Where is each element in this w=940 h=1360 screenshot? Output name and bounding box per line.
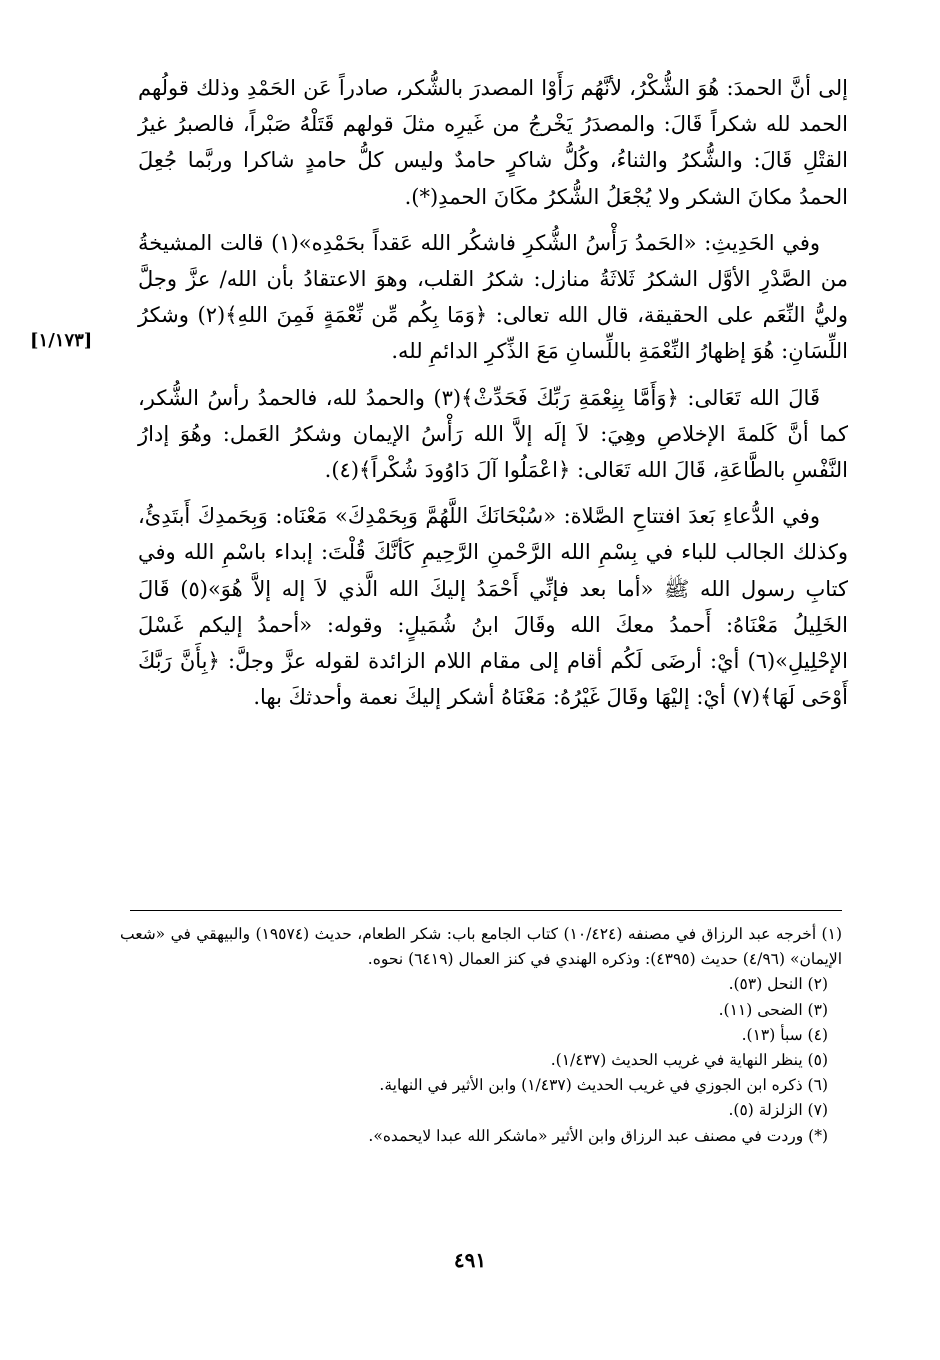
footnote-5: (٥) ينظر النهاية في غريب الحديث (١/٤٣٧). bbox=[550, 1051, 828, 1070]
footnote-3: (٣) الضحى (١١). bbox=[718, 1000, 828, 1019]
footnote-4: (٤) سبأ (١٣). bbox=[741, 1025, 828, 1044]
footnote-separator bbox=[130, 910, 842, 911]
footnotes bbox=[120, 922, 842, 1149]
paragraph-3: قَالَ الله تَعَالى: ﴿وَأَمَّا بِنِعْمَةِ رَبِّكَ فَحَدِّثْ﴾(٣) والحمدُ لله، فالحمدُ رأسُ الشُّكر، كما أنَّ كَلمةَ الإخلاصِ وهِيَ: لاَ إلَه إلاَّ الله رَأْسُ الإيمان وشكرُ العَمل: وهُوَ إدارُ النَّفْسِ بالطَّاعَةِ، قَالَ الله تَعَالى: ﴿اعْمَلُوا آلَ دَاوُودَ شُكْراً﴾(٤). bbox=[138, 385, 848, 483]
margin-reference: [١/١٧٣] bbox=[30, 330, 93, 351]
footnote-6: (٦) ذكره ابن الجوزي في غريب الحديث (١/٤٣٧) وابن الأثير في النهاية. bbox=[379, 1076, 828, 1095]
main-text bbox=[138, 70, 848, 725]
footnote-7: (٧) الزلزلة (٥). bbox=[728, 1101, 828, 1120]
footnote-note: (*) وردت في مصنف عبد الرزاق وابن الأثير «ماشكر الله عبدا لايحمده». bbox=[368, 1126, 828, 1145]
paragraph-1: إلى أنَّ الحمدَ: هُوَ الشُّكْرُ، لأنَّهُم رَأَوْا المصدرَ بالشُّكر، صادراً عَن الحَمْدِ وذلك قولُهم الحمد لله شكراً قَالَ: والمصدَرُ يَخْرجُ من غَيرِه مثلَ قولهم قَتَلْهُ صَبْراً، فالصبرُ غيرُ القتْلِ قَالَ: والشُّكرُ والثناءُ، وكُلُّ شاكرٍ حامدٌ وليس كلُّ حامدٍ شاكرا وربَّما جُعِلَ الحمدُ مكانَ الشكر ولا يُجْعَلُ الشُّكرُ مكَانَ الحمدِ(*). bbox=[138, 76, 848, 209]
page-number: ٤٩١ bbox=[453, 1248, 487, 1272]
footnote-1: (١) أخرجه عبد الرزاق في مصنفه (١٠/٤٢٤) كتاب الجامع باب: شكر الطعام، حديث (١٩٥٧٤) والبيهقي في «شعب الإيمان» (٤/٩٦) حديث (٤٣٩٥): وذكره الهندي في كنز العمال (٦٤١٩) نحوه. bbox=[120, 925, 842, 969]
footnote-2: (٢) النحل (٥٣). bbox=[728, 975, 828, 994]
paragraph-2: وفي الحَدِيثِ: «الحَمدُ رَأْسُ الشُّكرِ فاشكُر الله عَقداً بحَمْدِه»(١) قالت المشيخةُ من الصَّدْرِ الأوَّل الشكرُ ثَلاثَةُ منازل: شكرُ القلب، وهوَ الاعتقادُ بأن الله/ عزَّ وجلَّ وليُّ النِّعَم على الحقيقة، قال الله تعالى: ﴿وَمَا بِكُم مِّن نِّعْمَةٍ فَمِنَ اللهِ﴾(٢) وشكرُ اللِّسَانِ: هُوَ إظهارُ النِّعْمَةِ باللِّسانِ مَعَ الذِّكرِ الدائمِ لله. bbox=[138, 230, 848, 364]
paragraph-4: وفي الدُّعاءِ بَعدَ افتتاحِ الصَّلاة: «سُبْحَانَكَ اللَّهُمَّ وَبِحَمْدِكَ» مَعْنَاه: وَبِحَمدِكَ أَبتَدِئُ، وكذلك الجالب للباء في بِسْمِ الله الرَّحْمنِ الرَّحِيمِ كَأنَّكَ قُلْتَ: إبداء باسْمِ الله وفي كتابِ رسول الله ﷺ «أما بعد فإنِّي أَحْمَدُ إليكَ الله الَّذي لاَ إله إلاَّ هُوَ»(٥) قَالَ الخَلِيلُ مَعْنَاهُ: أَحمدُ معكَ الله وقَالَ ابنُ شُمَيلٍ: وقوله: «أحمدُ إليكم غَسْلَ الإحْلِيلِ»(٦) أيْ: أرضَى لَكُم أقام إلى مقام اللام الزائدة لقوله عزَّ وجلَّ: ﴿بِأَنَّ رَبَّكَ أَوْحَى لَهَا﴾(٧) أيْ: إليْهَا وقَالَ غَيْرُهُ: مَعْنَاهُ أشكر إليكَ نعمة وأحدثكَ بها. bbox=[138, 504, 848, 710]
